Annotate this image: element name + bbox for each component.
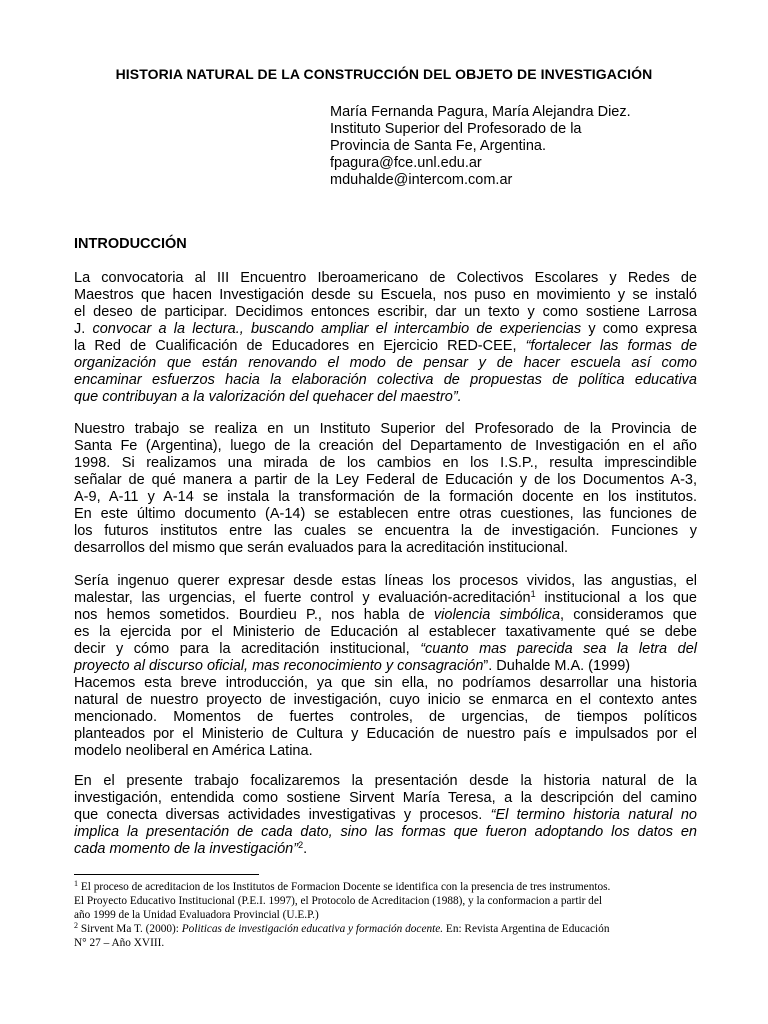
text-line (74, 590, 697, 607)
text-line: 1998. Si realizamos una mirada de los cambios en los I.S.P., resulta imprescindible (74, 455, 697, 471)
italic-segment: convocar a la lectura., buscando ampliar el intercambio de experiencias (92, 321, 582, 337)
section-heading: INTRODUCCIÓN (74, 236, 187, 252)
paragraph-4 (74, 773, 697, 858)
text-line: En este último documento (A-14) se establecen entre otras cuestiones, las funciones de (74, 506, 697, 522)
institution-line-1: Instituto Superior del Profesorado de la (330, 121, 582, 137)
text-line: Hacemos esta breve introducción, ya que sin ella, no podríamos desarrollar una historia (74, 675, 697, 691)
email-2: mduhalde@intercom.com.ar (330, 172, 513, 188)
footnote-text: El proceso de acreditacion de los Institutos de Formacion Docente se identifica con la presencia de tres instrumentos. (80, 881, 611, 893)
text-line: mencionado. Momentos de fuertes controles, de urgencias, de tiempos políticos (74, 709, 697, 725)
text-line: Santa Fe (Argentina), luego de la creación del Departamento de Investigación en el año (74, 438, 697, 454)
email-1: fpagura@fce.unl.edu.ar (330, 155, 482, 171)
text-segment: decir y cómo para la acreditación institucional, (74, 641, 410, 657)
paragraph-3 (74, 573, 697, 760)
text-segment: la Red de Cualificación de Educadores en Ejercicio RED-CEE, (74, 338, 517, 354)
footnote-1-line: El Proyecto Educativo Institucional (P.E.I. 1997), el Protocolo de Acreditacion (1988), y la conformacion a partir del (74, 895, 602, 907)
text-line (74, 389, 697, 406)
text-line (74, 824, 697, 841)
author-names: María Fernanda Pagura, María Alejandra Diez. (330, 104, 631, 120)
text-line: es la ejercida por el Ministerio de Educación al establecer taxativamente qué se debe (74, 624, 697, 640)
footnotes (74, 880, 714, 950)
italic-segment: violencia simbólica (433, 607, 561, 623)
footnote-number: 1 (74, 879, 78, 888)
text-line: La convocatoria al III Encuentro Iberoamericano de Colectivos Escolares y Redes de (74, 270, 697, 286)
footnote-number: 2 (74, 921, 78, 930)
paragraph-2 (74, 421, 697, 557)
text-line: planteados por el Ministerio de Cultura y Educación de nuestro país e impulsados por el (74, 726, 697, 742)
italic-segment: “cuanto mas parecida sea la letra del (420, 641, 698, 657)
text-segment: J. (74, 321, 86, 337)
text-segment: institucional a los que (535, 590, 697, 606)
text-segment: ”. Duhalde M.A. (1999) (483, 658, 631, 674)
text-line (74, 641, 697, 658)
text-line (74, 841, 697, 858)
text-line: el deseo de participar. Decidimos entonces escribir, dar un texto y como sostiene Larrosa (74, 304, 697, 320)
italic-segment: “El termino historia natural no (490, 807, 697, 823)
document-title: HISTORIA NATURAL DE LA CONSTRUCCIÓN DEL OBJETO DE INVESTIGACIÓN (115, 66, 653, 82)
text-line: natural de nuestro proyecto de investigación, cuyo inicio se enmarca en el contexto antes (74, 692, 697, 708)
footnote-text: Sirvent Ma T. (2000): (80, 923, 179, 935)
italic-segment: “fortalecer las formas de (525, 338, 698, 354)
footnote-2-line (74, 922, 714, 936)
footnote-2-line: N° 27 – Año XVIII. (74, 937, 165, 949)
text-line: Nuestro trabajo se realiza en un Instituto Superior del Profesorado de la Provincia de (74, 421, 697, 437)
text-segment: malestar, las urgencias, el fuerte control y evaluación-acreditación (74, 590, 531, 606)
italic-segment: cada momento de la investigación” (74, 841, 299, 857)
italic-segment: proyecto al discurso oficial, mas reconocimiento y consagración (74, 658, 484, 674)
text-line: En el presente trabajo focalizaremos la presentación desde la historia natural de la (74, 773, 697, 789)
text-line (74, 355, 697, 372)
text-segment: y como expresa (588, 321, 697, 337)
footnote-italic: Politicas de investigación educativa y formación docente. (181, 923, 444, 935)
text-line: Sería ingenuo querer expresar desde estas líneas los procesos vividos, las angustias, el (74, 573, 697, 589)
text-line (74, 338, 697, 355)
text-line: Maestros que hacen Investigación desde su Escuela, nos puso en movimiento y se instaló (74, 287, 697, 303)
text-segment: que conecta diversas actividades investigativas y procesos. (74, 807, 483, 823)
text-line (74, 321, 697, 338)
italic-segment: implica la presentación de cada dato, sino las formas que fueron adoptando los datos en (74, 824, 697, 840)
italic-segment: que contribuyan a la valorización del quehacer del maestro”. (74, 389, 462, 405)
author-block (330, 104, 631, 189)
footnote-ref: 2 (298, 840, 304, 850)
footnote-1-line (74, 880, 714, 894)
text-line: desarrollos del mismo que serán evaluados para la acreditación institucional. (74, 540, 569, 556)
paragraph-1 (74, 270, 697, 406)
text-line: los futuros institutos entre las cuales se encuentra la de investigación. Funciones y (74, 523, 697, 539)
text-line (74, 658, 697, 675)
footnote-divider (74, 874, 259, 875)
italic-segment: organización que están renovando el modo de pensar y de hacer escuela así como (74, 355, 697, 371)
text-segment: , consideramos que (560, 607, 697, 623)
text-line (74, 372, 697, 389)
text-segment: nos hemos sometidos. Bourdieu P., nos habla de (74, 607, 425, 623)
text-line: investigación, entendida como sostiene Sirvent María Teresa, a la descripción del camino (74, 790, 697, 806)
text-line (74, 807, 697, 824)
text-line (74, 607, 697, 624)
italic-segment: encaminar esfuerzos hacia la elaboración colectiva de propuestas de política educativa (74, 372, 697, 388)
institution-line-2: Provincia de Santa Fe, Argentina. (330, 138, 547, 154)
text-line: modelo neoliberal en América Latina. (74, 743, 313, 759)
footnote-1-line: año 1999 de la Unidad Evaluadora Provincial (U.E.P.) (74, 909, 319, 921)
text-line: A-9, A-11 y A-14 se instala la transformación de la formación docente en los institutos. (74, 489, 697, 505)
footnote-text: En: Revista Argentina de Educación (445, 923, 610, 935)
text-line: señalar de qué manera a partir de la Ley Federal de Educación y de los Documentos A-3, (74, 472, 697, 488)
text-segment: . (303, 841, 308, 857)
footnote-ref: 1 (530, 589, 536, 599)
